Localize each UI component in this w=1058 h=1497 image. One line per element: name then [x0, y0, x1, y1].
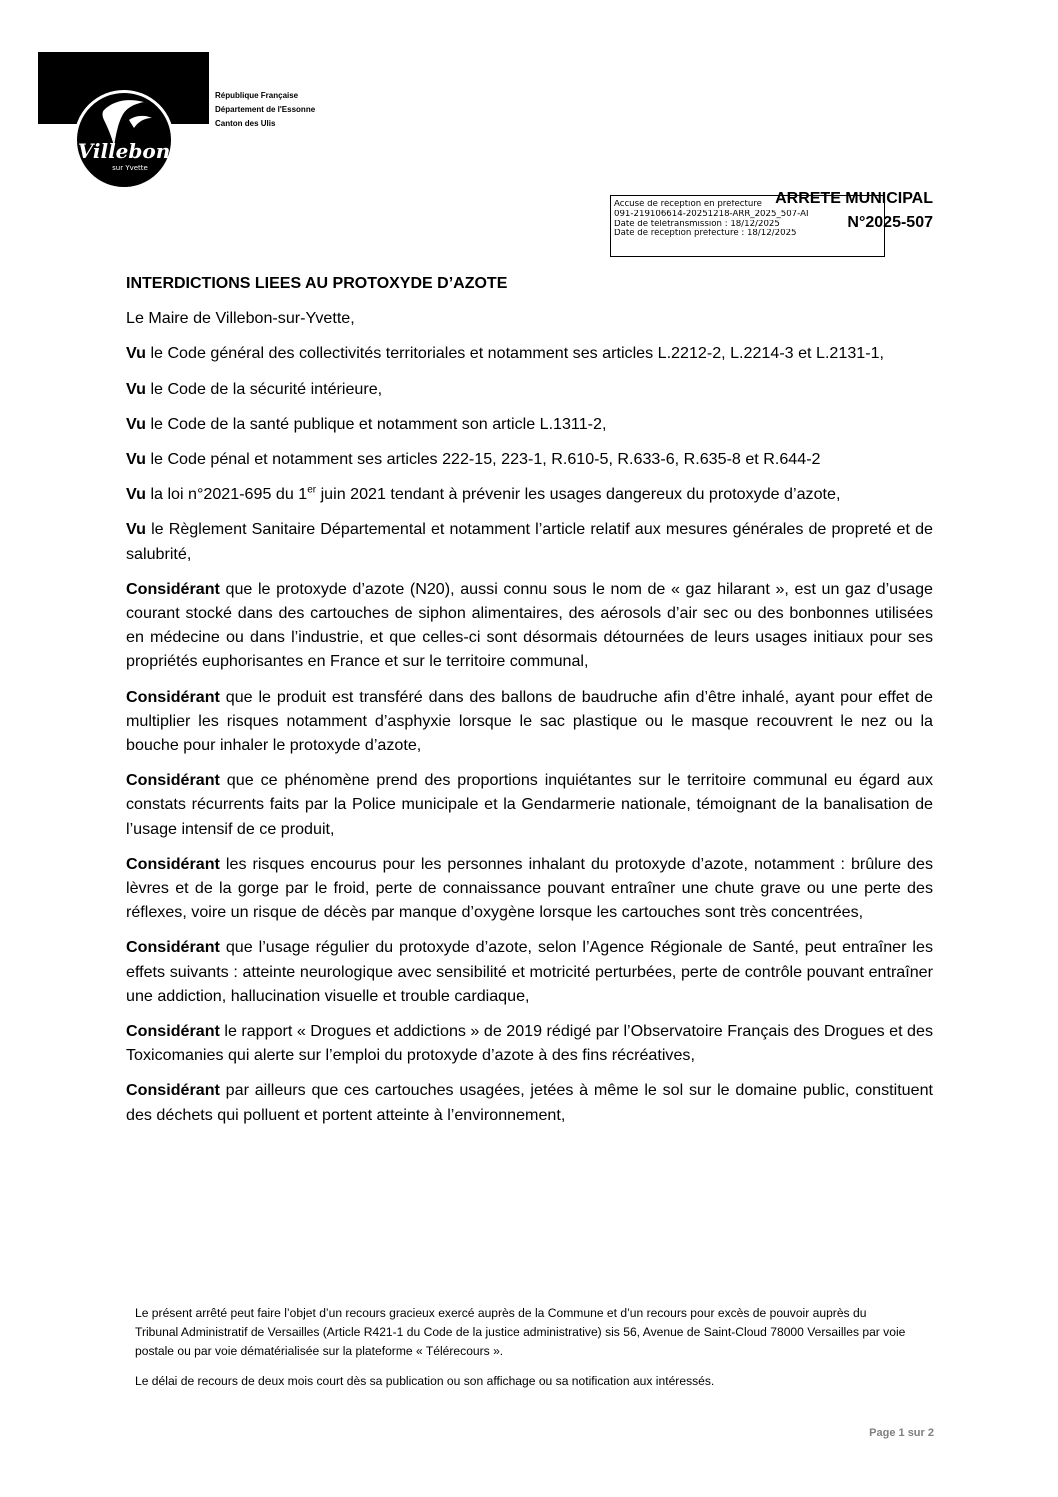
recours-notice: Le présent arrêté peut faire l’objet d’un recours gracieux exercé auprès de la Commune et d’un recours pour excès de pouvoir auprès du Tribunal Administratif de Versailles (Article R421-1 du Code de la justice administrative) sis 56, Avenue de Saint-Cloud 78000 Versailles par voie postale ou par voie dématérialisée sur la plateforme « Télérecours ».	[135, 1306, 906, 1358]
paragraph-text: par ailleurs que ces cartouches usagées, jetées à même le sol sur le domaine public, constituent des déchets qui polluent et portent atteinte à l’environnement,	[126, 1081, 933, 1124]
villebon-logo	[38, 52, 209, 193]
paragraph-lead: Considérant	[126, 854, 220, 873]
paragraph-lead: Considérant	[126, 938, 220, 957]
legal-footer	[135, 1304, 910, 1402]
page-number: Page 1 sur 2	[869, 1427, 934, 1439]
paragraph	[126, 577, 933, 674]
intro: Le Maire de Villebon-sur-Yvette,	[126, 309, 355, 328]
paragraph	[126, 768, 933, 841]
stamp-line: Date de télétransmission : 18/12/2025	[614, 219, 780, 229]
paragraph-text: le Code de la santé publique et notamment son article L.1311-2,	[145, 414, 607, 433]
paragraph	[126, 852, 933, 925]
paragraph-text: que le produit est transféré dans des ballons de baudruche afin d’être inhalé, ayant pour effet de multiplier les risques notamment d’asphyxie lorsque le sac plastique ou le masque recouvrent le nez ou la bouche pour inhaler le protoxyde d’azote,	[126, 687, 933, 755]
stamp-line: 091-219106614-20251218-ARR_2025_507-AI	[614, 209, 809, 219]
delai-notice: Le délai de recours de deux mois court dès sa publication ou son affichage ou sa notification aux intéressés.	[135, 1374, 715, 1388]
paragraph-lead: Considérant	[126, 1022, 220, 1041]
paragraph	[126, 517, 933, 565]
svg-text:sur Yvette: sur Yvette	[112, 164, 148, 172]
paragraph-text: les risques encourus pour les personnes inhalant du protoxyde d’azote, notamment : brûlure des lèvres et de la gorge par le froid, perte de connaissance pouvant entraîner une chute grave ou une perte des réflexes, voire un risque de décès par manque d’oxygène lorsque les cartouches sont très concentrées,	[126, 854, 933, 922]
paragraph	[126, 412, 933, 436]
paragraph-lead: Vu	[126, 344, 146, 363]
paragraph-lead: Considérant	[126, 687, 220, 706]
paragraph	[126, 377, 933, 401]
department-line: Département de l'Essonne	[215, 105, 316, 114]
canton-line: Canton des Ulis	[215, 119, 276, 128]
paragraph-lead: Considérant	[126, 579, 220, 598]
logo-bird-icon	[74, 90, 174, 190]
paragraph-text: juin 2021 tendant à prévenir les usages dangereux du protoxyde d’azote,	[316, 485, 841, 504]
paragraph-lead: Vu	[126, 485, 146, 504]
paragraph-text: le rapport « Drogues et addictions » de 2019 rédigé par l’Observatoire Français des Drogues et des Toxicomanies qui alerte sur l’emploi du protoxyde d’azote à des fins récréatives,	[126, 1022, 933, 1065]
stamp-line: Date de réception préfecture : 18/12/2025	[614, 229, 797, 239]
paragraph-text: que le protoxyde d’azote (N20), aussi connu sous le nom de « gaz hilarant », est un gaz d’usage courant stocké dans des cartouches de siphon alimentaires, des aérosols d’air sec ou des bonbonnes utilisées en médecine ou dans l’industrie, et que celles-ci sont désormais détournées de leurs usages initiaux pour ses propriétés euphorisantes en France et sur le territoire communal,	[126, 579, 933, 671]
arrete-title: ARRETE MUNICIPAL	[775, 190, 933, 207]
paragraph-text: la loi n°2021-695 du 1	[145, 485, 308, 504]
paragraph-lead: Vu	[126, 414, 146, 433]
paragraph-text: que l’usage régulier du protoxyde d’azote, selon l’Agence Régionale de Santé, peut entraîner les effets suivants : atteinte neurologique avec sensibilité et motricité perturbées, perte de contrôle pouvant entraîner une addiction, hallucination visuelle et trouble cardiaque,	[126, 938, 933, 1005]
paragraph-lead: Considérant	[126, 771, 220, 790]
republic-line: République Française	[215, 91, 299, 100]
stamp-line: Accusé de réception en préfecture	[614, 200, 762, 209]
paragraph-text: le Code pénal et notamment ses articles 222-15, 223-1, R.610-5, R.633-6, R.635-8 et R.644-2	[145, 450, 821, 469]
paragraph-text: que ce phénomène prend des proportions inquiétantes sur le territoire communal eu égard aux constats récurrents faits par la Police municipale et la Gendarmerie nationale, témoignant de la banalisation de l’usage intensif de ce produit,	[126, 771, 933, 838]
paragraph	[126, 341, 933, 365]
paragraph	[126, 1019, 933, 1067]
paragraph	[126, 482, 933, 506]
document-heading: INTERDICTIONS LIEES AU PROTOXYDE D’AZOTE	[126, 275, 508, 292]
paragraph	[126, 447, 933, 471]
paragraph	[126, 935, 933, 1008]
paragraph	[126, 685, 933, 758]
paragraph-lead: Considérant	[126, 1081, 220, 1100]
republic-header	[215, 89, 315, 131]
document-body	[126, 272, 933, 1138]
arrete-number: N°2025-507	[847, 214, 933, 231]
prefecture-stamp	[610, 195, 885, 257]
paragraph-lead: Vu	[126, 379, 146, 398]
svg-text:Villebon: Villebon	[77, 139, 171, 163]
superscript: er	[307, 484, 317, 496]
paragraph-text: le Code de la sécurité intérieure,	[145, 379, 383, 398]
paragraph	[126, 1078, 933, 1126]
paragraph-lead: Vu	[126, 520, 146, 539]
paragraph-lead: Vu	[126, 450, 146, 469]
paragraph-text: le Règlement Sanitaire Départemental et notamment l’article relatif aux mesures générales de propreté et de salubrité,	[126, 520, 933, 563]
paragraph-text: le Code général des collectivités territoriales et notamment ses articles L.2212-2, L.2214-3 et L.2131-1,	[145, 344, 885, 363]
